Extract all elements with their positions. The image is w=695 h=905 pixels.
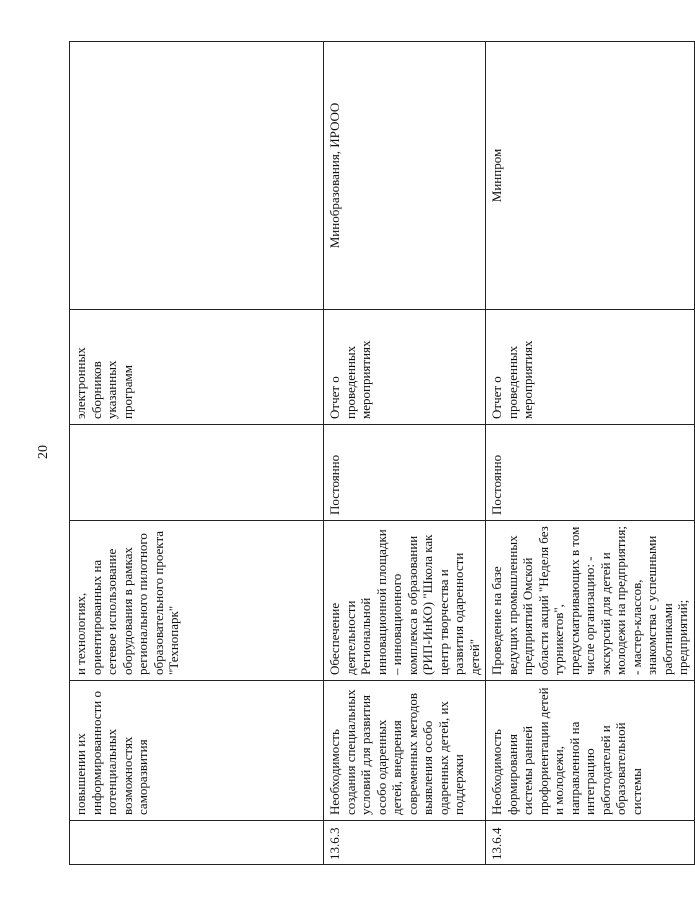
executor-cell [70, 42, 324, 310]
row-number: 13.6.3 [324, 821, 486, 865]
executor-cell: Минпром [486, 42, 695, 310]
result-cell: электронных сборников указанных программ [70, 310, 324, 425]
row-number: 13.6.4 [486, 821, 695, 865]
measures-table [69, 41, 695, 865]
table-row [70, 42, 324, 865]
event-cell: Проведение на базе ведущих промышленных предприятий Омской области акций "Неделя без турникетов", предусматривающих в том числе организацию: - экскурсий для детей и молодежи на предприятия; - мастер-классов, знакомства с успешными работниками предприятий; [486, 521, 695, 681]
period-cell: Постоянно [324, 425, 486, 521]
table-row [324, 42, 486, 865]
page-number: 20 [36, 445, 51, 459]
rotated-table-wrapper [69, 42, 690, 865]
event-cell: Обеспечение деятельности Региональной инновационной площадки – инновационного комплекса в образовании (РИП-ИнКО) "Школа как центр творчества и развития одаренности детей" [324, 521, 486, 681]
executor-cell: Минобразования, ИРООО [324, 42, 486, 310]
row-number [70, 821, 324, 865]
period-cell: Постоянно [486, 425, 695, 521]
problem-cell: Необходимость создания специальных условий для развития особо одаренных детей, внедрения современных методов выявления особо одаренных детей, их поддержки [324, 681, 486, 821]
event-cell: и технологиях, ориентированных на сетевое использование оборудования в рамках регионального пилотного образовательного проекта "Технопарк" [70, 521, 324, 681]
problem-cell: Необходимость формирования системы ранней профориентации детей и молодежи, направленной на интеграцию работодателей и образовательной системы [486, 681, 695, 821]
result-cell: Отчет о проведенных мероприятиях [324, 310, 486, 425]
result-cell: Отчет о проведенных мероприятиях [486, 310, 695, 425]
table-row [486, 42, 695, 865]
problem-cell: повышении их информированности о потенциальных возможностях саморазвития [70, 681, 324, 821]
period-cell [70, 425, 324, 521]
